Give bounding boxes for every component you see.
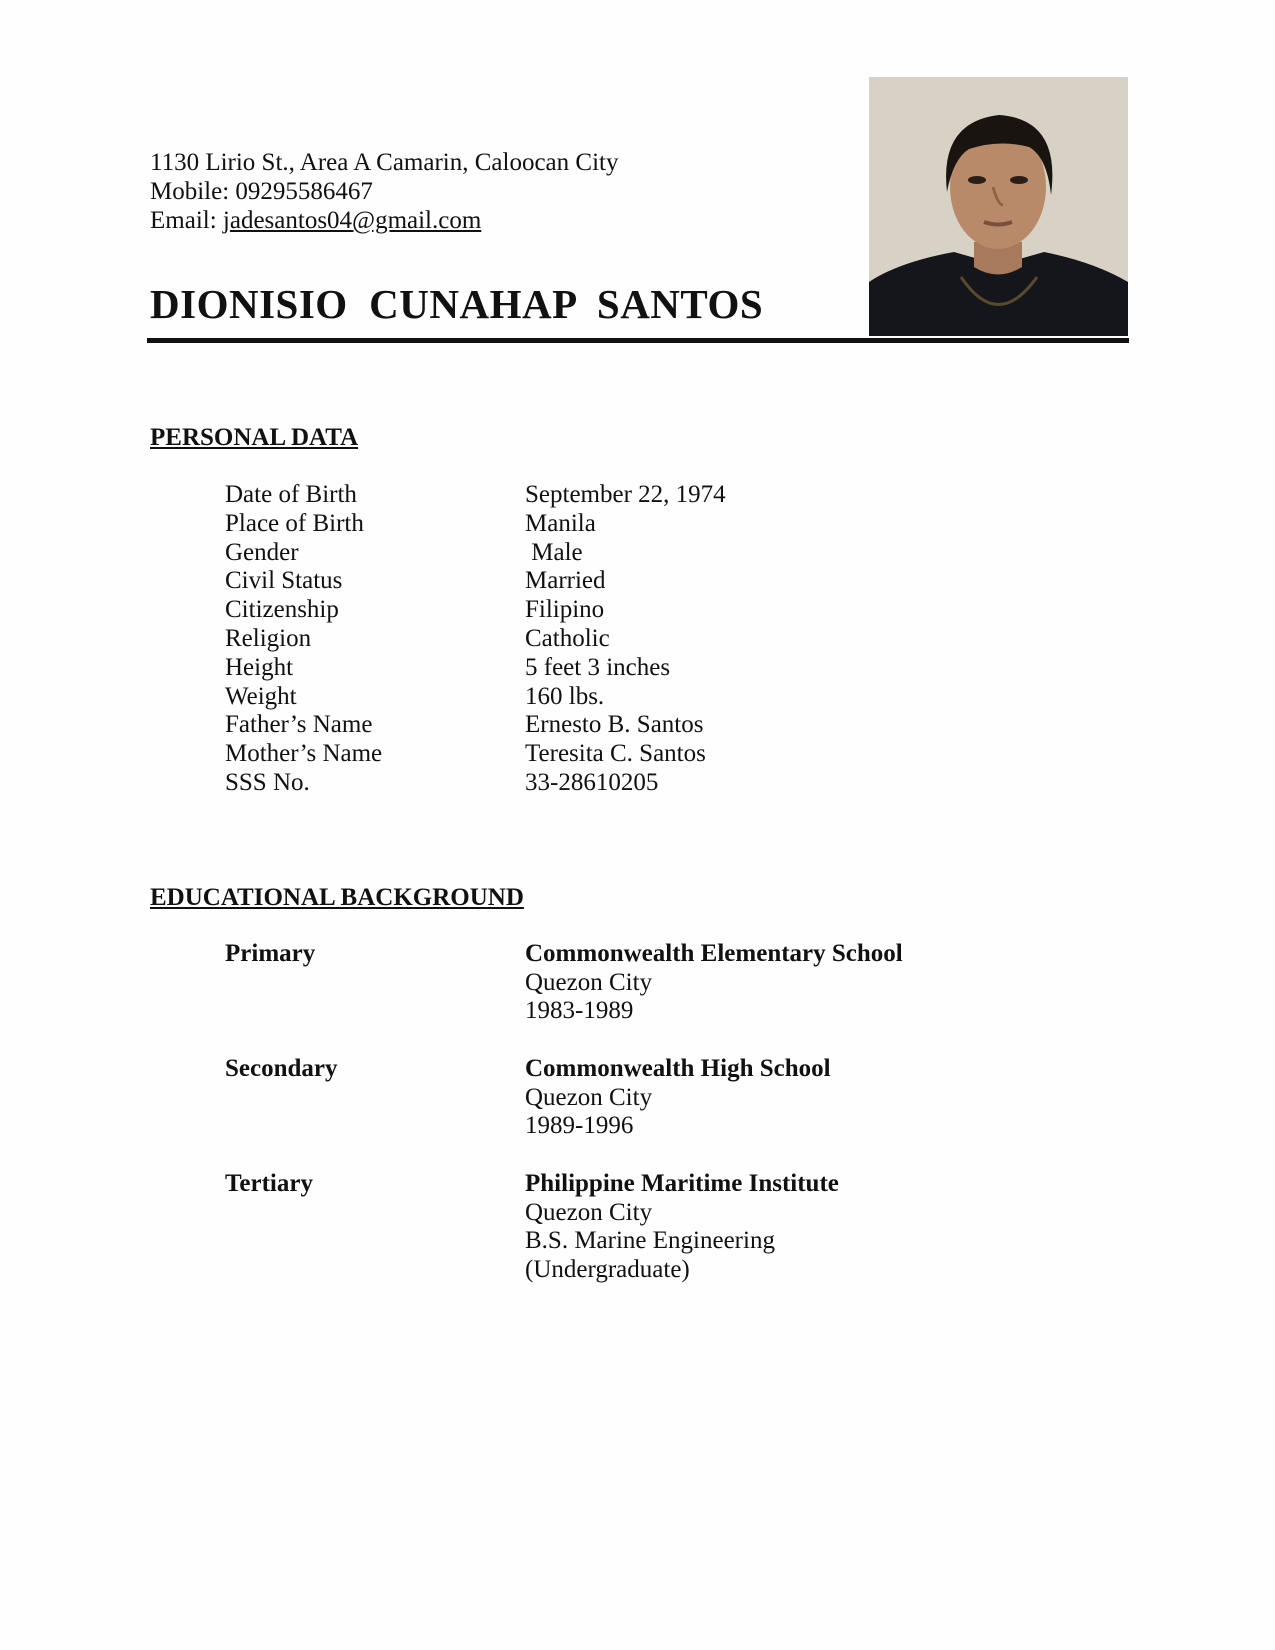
- field-label: Religion: [225, 624, 312, 652]
- field-value: 33-28610205: [525, 768, 659, 796]
- school-detail: (Undergraduate): [525, 1255, 690, 1283]
- school-detail: B.S. Marine Engineering: [525, 1227, 775, 1254]
- field-label: Place of Birth: [225, 509, 364, 537]
- address: 1130 Lirio St., Area A Camarin, Caloocan City: [150, 149, 619, 176]
- field-label: Gender: [225, 538, 299, 566]
- field-label: SSS No.: [225, 768, 310, 796]
- education-heading: EDUCATIONAL BACKGROUND: [150, 884, 524, 911]
- email-label: Email:: [150, 207, 223, 234]
- profile-photo: [869, 77, 1128, 336]
- education-entry: [225, 1055, 831, 1141]
- field-label: Father’s Name: [225, 711, 373, 739]
- email-line: [150, 206, 618, 235]
- education-details: [525, 1055, 831, 1141]
- personal-data-heading: PERSONAL DATA: [150, 424, 359, 451]
- education-entry: [225, 1170, 839, 1284]
- field-value: 160 lbs.: [525, 682, 605, 710]
- personal-row: [225, 711, 726, 740]
- personal-data-table: [225, 481, 726, 798]
- education-level: Secondary: [225, 1055, 338, 1082]
- personal-row: [225, 625, 726, 654]
- field-label: Height: [225, 653, 294, 681]
- field-value: Teresita C. Santos: [525, 740, 706, 768]
- field-value: Male: [525, 538, 583, 566]
- field-value: Filipino: [525, 596, 605, 624]
- email-link[interactable]: jadesantos04@gmail.com: [222, 207, 482, 234]
- personal-row: [225, 654, 726, 683]
- personal-row: [225, 740, 726, 769]
- mobile: Mobile: 09295586467: [150, 178, 373, 205]
- personal-row: [225, 769, 726, 798]
- field-label: Weight: [225, 682, 297, 710]
- school-name: Commonwealth High School: [525, 1055, 831, 1082]
- field-value: 5 feet 3 inches: [525, 653, 671, 681]
- field-value: Married: [525, 567, 606, 595]
- education-entry: [225, 940, 903, 1026]
- school-detail: 1989-1996: [525, 1112, 634, 1139]
- school-detail: Quezon City: [525, 1083, 653, 1111]
- school-name: Philippine Maritime Institute: [525, 1170, 839, 1197]
- candidate-name: DIONISIO CUNAHAP SANTOS: [150, 281, 764, 327]
- school-detail: Quezon City: [525, 968, 653, 996]
- personal-row: [225, 481, 726, 510]
- education-level: Tertiary: [225, 1170, 313, 1197]
- personal-row: [225, 596, 726, 625]
- personal-row: [225, 539, 726, 568]
- field-label: Civil Status: [225, 567, 343, 595]
- portrait-image: [869, 77, 1128, 336]
- field-label: Mother’s Name: [225, 740, 383, 768]
- personal-row: [225, 567, 726, 596]
- field-value: September 22, 1974: [525, 481, 726, 508]
- personal-row: [225, 510, 726, 539]
- school-name: Commonwealth Elementary School: [525, 940, 903, 967]
- contact-block: [150, 148, 618, 235]
- school-detail: Quezon City: [525, 1198, 653, 1226]
- school-detail: 1983-1989: [525, 997, 634, 1024]
- education-level: Primary: [225, 940, 316, 967]
- field-label: Date of Birth: [225, 481, 357, 508]
- field-label: Citizenship: [225, 596, 339, 624]
- field-value: Manila: [525, 509, 596, 537]
- education-details: [525, 940, 903, 1026]
- education-details: [525, 1170, 839, 1284]
- header-divider: [147, 338, 1129, 343]
- field-value: Catholic: [525, 624, 610, 652]
- field-value: Ernesto B. Santos: [525, 711, 704, 739]
- personal-row: [225, 683, 726, 712]
